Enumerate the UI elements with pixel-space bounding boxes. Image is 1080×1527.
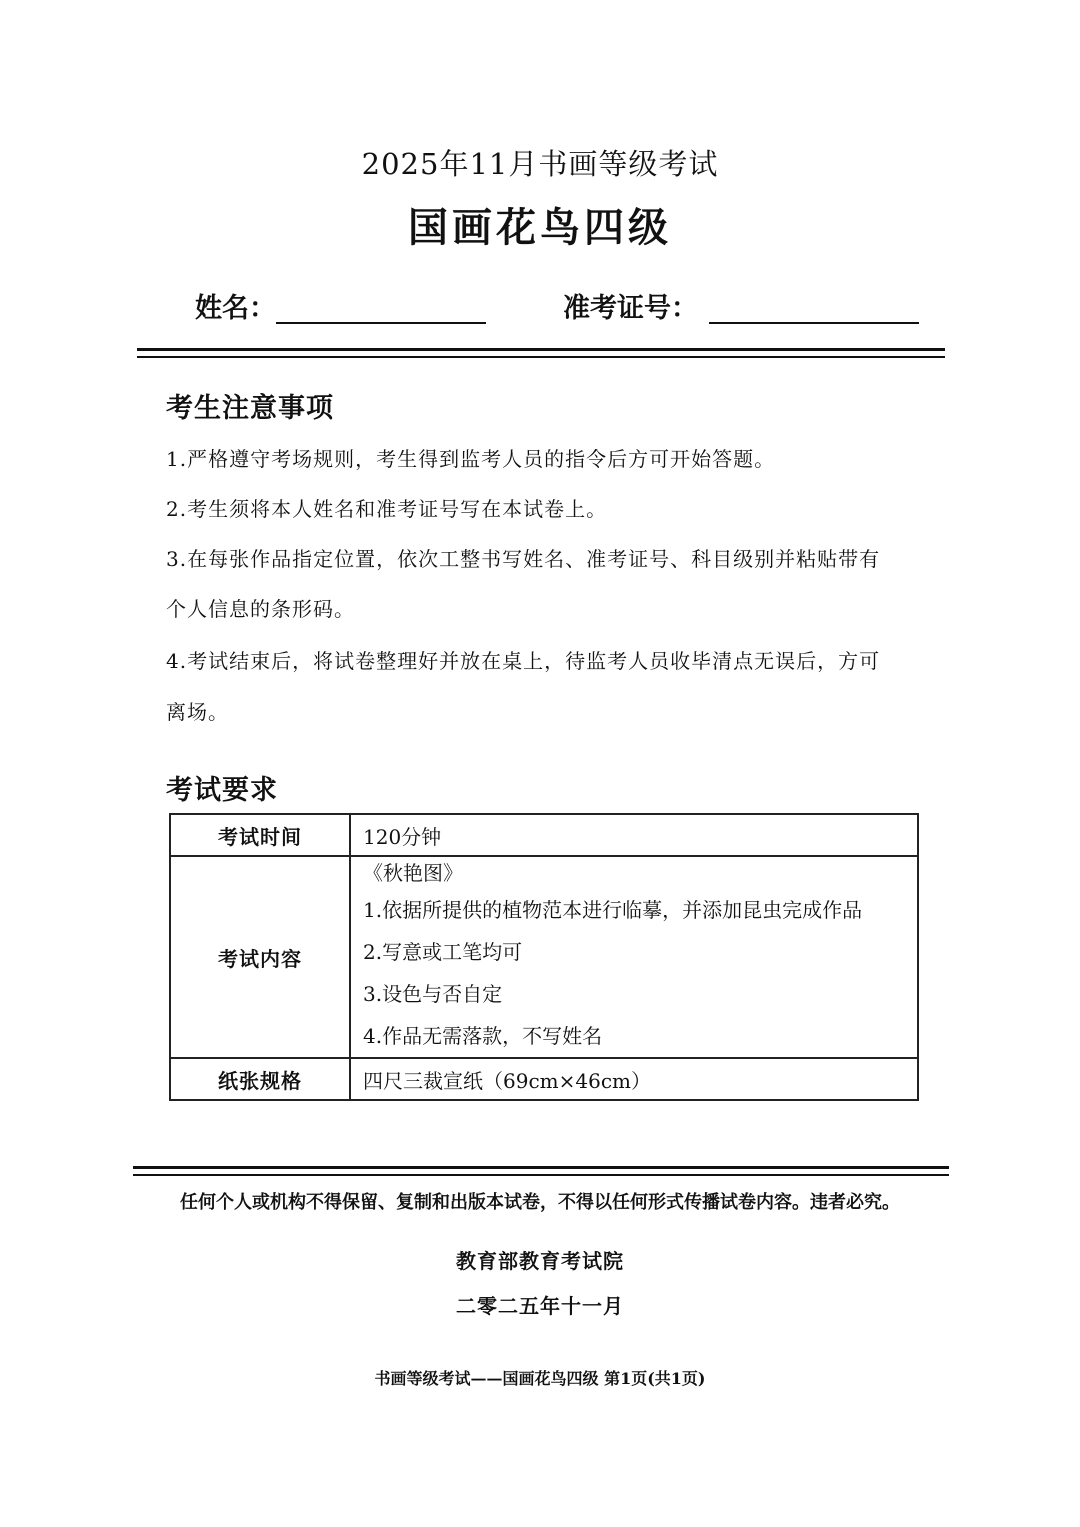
paper-value: 四尺三裁宣纸（69cm×46cm）	[350, 1058, 918, 1100]
header-divider-bottom	[137, 356, 945, 358]
page-title: 国画花鸟四级	[408, 204, 672, 251]
exam-id-label: 准考证号：	[563, 293, 698, 324]
requirements-title: 考试要求	[166, 775, 278, 806]
content-item: 3.设色与否自定	[363, 982, 503, 1006]
time-label: 考试时间	[170, 814, 350, 856]
name-label: 姓名：	[195, 293, 276, 324]
content-item: 2.写意或工笔均可	[363, 940, 523, 964]
table-row	[170, 814, 918, 856]
notice-item: 2.考生须将本人姓名和准考证号写在本试卷上。	[166, 497, 608, 521]
content-label: 考试内容	[170, 856, 350, 1058]
notice-item: 离场。	[166, 700, 229, 724]
copyright-notice: 任何个人或机构不得保留、复制和出版本试卷，不得以任何形式传播试卷内容。违者必究。	[180, 1192, 900, 1213]
table-row	[170, 856, 918, 1058]
exam-id-fill-line[interactable]	[709, 322, 919, 324]
notice-item: 1.严格遵守考场规则，考生得到监考人员的指令后方可开始答题。	[166, 447, 776, 471]
paper-label: 纸张规格	[170, 1058, 350, 1100]
content-cell	[350, 856, 918, 1058]
issue-date: 二零二五年十一月	[456, 1294, 624, 1318]
content-item: 1.依据所提供的植物范本进行临摹，并添加昆虫完成作品	[363, 898, 863, 922]
table-row	[170, 1058, 918, 1100]
footer-divider-bottom	[133, 1174, 949, 1176]
notice-item: 3.在每张作品指定位置，依次工整书写姓名、准考证号、科目级别并粘贴带有	[166, 547, 881, 571]
requirements-table	[169, 813, 919, 1101]
content-item: 4.作品无需落款，不写姓名	[363, 1024, 603, 1048]
page-footer: 书画等级考试——国画花鸟四级 第1页(共1页)	[374, 1369, 706, 1388]
time-value: 120分钟	[350, 814, 918, 856]
name-fill-line[interactable]	[276, 322, 486, 324]
notices-title: 考生注意事项	[166, 393, 334, 424]
issuer: 教育部教育考试院	[456, 1249, 624, 1273]
notice-item: 4.考试结束后，将试卷整理好并放在桌上，待监考人员收毕清点无误后，方可	[166, 649, 881, 673]
artwork-title: 《秋艳图》	[363, 861, 463, 885]
exam-title: 2025年11月书画等级考试	[361, 147, 719, 181]
footer-divider-top	[133, 1166, 949, 1169]
notice-item: 个人信息的条形码。	[166, 597, 355, 621]
header-divider-top	[137, 348, 945, 351]
